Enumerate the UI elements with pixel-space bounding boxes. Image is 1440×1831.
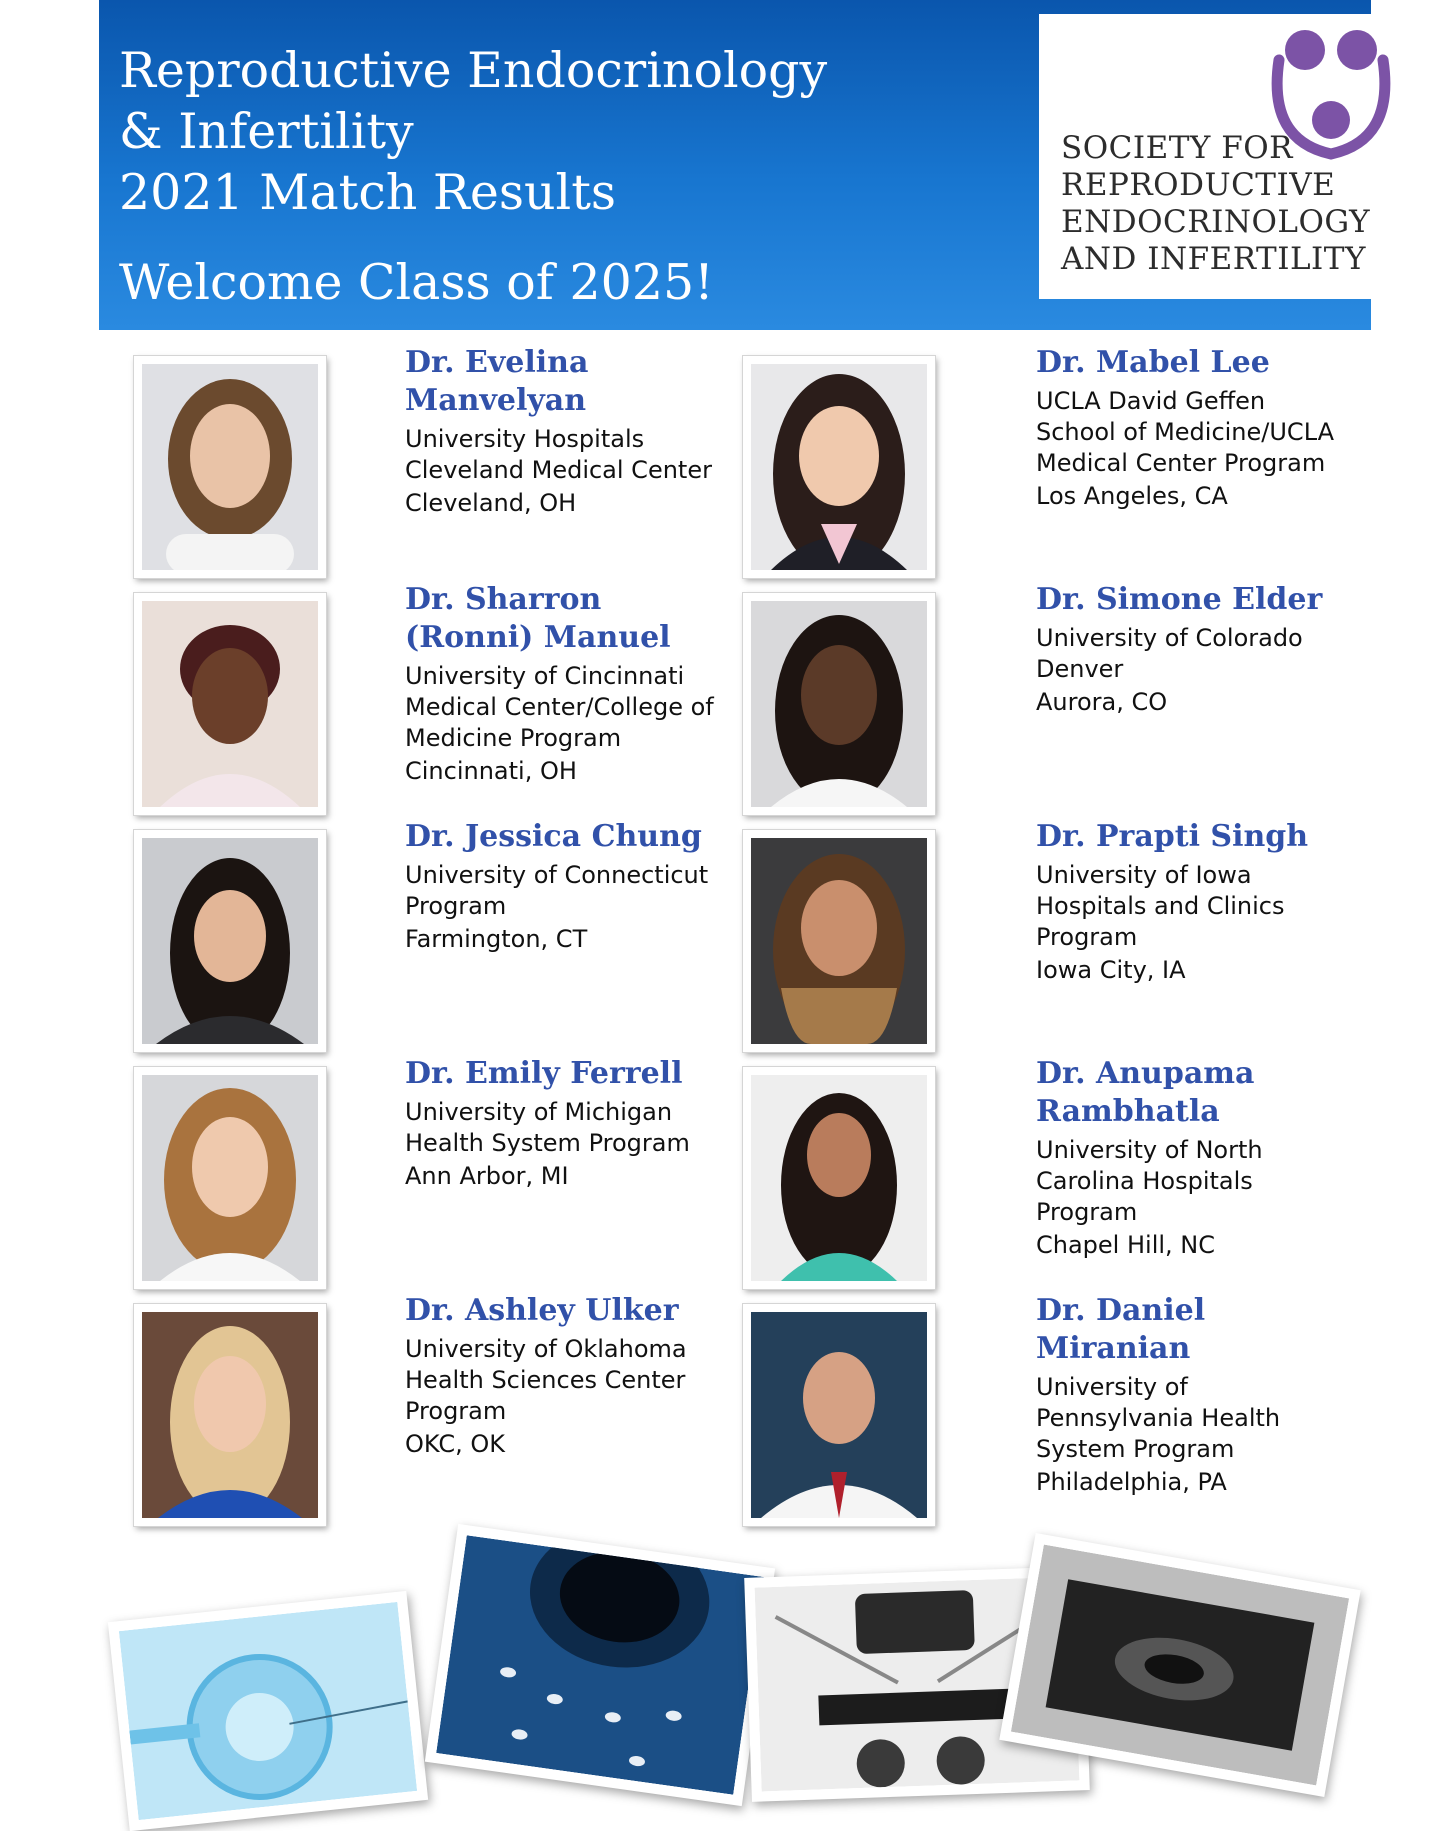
fellow-info [1036,1055,1346,1261]
fellow-location: Cleveland, OH [405,489,577,517]
fellow-name: Dr. Sharron (Ronni) Manuel [405,582,671,655]
fellow-location: Ann Arbor, MI [405,1162,569,1190]
logo-line-4: AND INFERTILITY [1061,241,1366,277]
fellow-info [1036,818,1346,986]
fellow-location: OKC, OK [405,1430,505,1458]
fellow-info [405,344,715,519]
fellow-name: Dr. Prapti Singh [1036,819,1309,854]
fellow-location: Aurora, CO [1036,688,1168,716]
fellow-program: University of Cincinnati Medical Center/College of Medicine Program [405,662,714,752]
fellow-program: University Hospitals Cleveland Medical Center [405,425,712,484]
fellow-program: University of Iowa Hospitals and Clinics Program [1036,861,1285,951]
fellow-name: Dr. Simone Elder [1036,582,1323,617]
fellow-info [405,1292,715,1460]
fellow-program: University of Colorado Denver [1036,624,1303,683]
fellow-photo [743,593,935,815]
fellow-name: Dr. Jessica Chung [405,819,702,854]
banner-title [119,40,827,223]
fellow-name: Dr. Ashley Ulker [405,1293,679,1328]
banner-title-line-2: & Infertility [119,103,414,160]
fellow-info [1036,1292,1346,1498]
society-logo [1039,14,1428,299]
fellow-info [405,1055,715,1192]
fellow-program: University of North Carolina Hospitals Program [1036,1136,1263,1226]
fellow-info [1036,581,1346,718]
fellow-photo [743,1067,935,1289]
fellow-location: Philadelphia, PA [1036,1468,1227,1496]
fellow-name: Dr. Emily Ferrell [405,1056,683,1091]
fellow-location: Chapel Hill, NC [1036,1231,1215,1259]
fellow-info [405,581,715,787]
fellow-program: UCLA David Geffen School of Medicine/UCLA Medical Center Program [1036,387,1335,477]
fellow-name: Dr. Evelina Manvelyan [405,345,589,418]
fellow-name: Dr. Anupama Rambhatla [1036,1056,1255,1129]
logo-line-3: ENDOCRINOLOGY [1061,204,1371,240]
fellow-photo [743,1304,935,1526]
fellow-photo [743,356,935,578]
sperm-egg-image [425,1524,775,1806]
fellow-location: Los Angeles, CA [1036,482,1228,510]
fellow-name: Dr. Daniel Miranian [1036,1293,1206,1366]
logo-line-1: SOCIETY FOR [1061,130,1294,166]
header-banner [99,0,1371,330]
fellow-program: University of Pennsylvania Health System Program [1036,1373,1281,1463]
banner-title-line-1: Reproductive Endocrinology [119,42,828,99]
banner-title-line-3: 2021 Match Results [119,164,617,221]
fellow-program: University of Michigan Health System Program [405,1098,690,1157]
fellow-program: University of Oklahoma Health Sciences Center Program [405,1335,687,1425]
logo-line-2: REPRODUCTIVE [1061,167,1336,203]
fellow-photo [134,1304,326,1526]
society-logo-text [1061,130,1370,278]
fellow-location: Cincinnati, OH [405,757,577,785]
fellow-location: Farmington, CT [405,925,588,953]
fellow-photo [134,356,326,578]
welcome-text: Welcome Class of 2025! [119,254,714,311]
fellow-info [1036,344,1346,512]
fellow-photo [134,593,326,815]
fellow-photo [134,1067,326,1289]
fellow-name: Dr. Mabel Lee [1036,345,1270,380]
fellow-info [405,818,715,955]
egg-injection-image [108,1591,428,1831]
fellow-program: University of Connecticut Program [405,861,709,920]
fellow-photo [743,830,935,1052]
fellow-location: Iowa City, IA [1036,956,1186,984]
fellow-photo [134,830,326,1052]
